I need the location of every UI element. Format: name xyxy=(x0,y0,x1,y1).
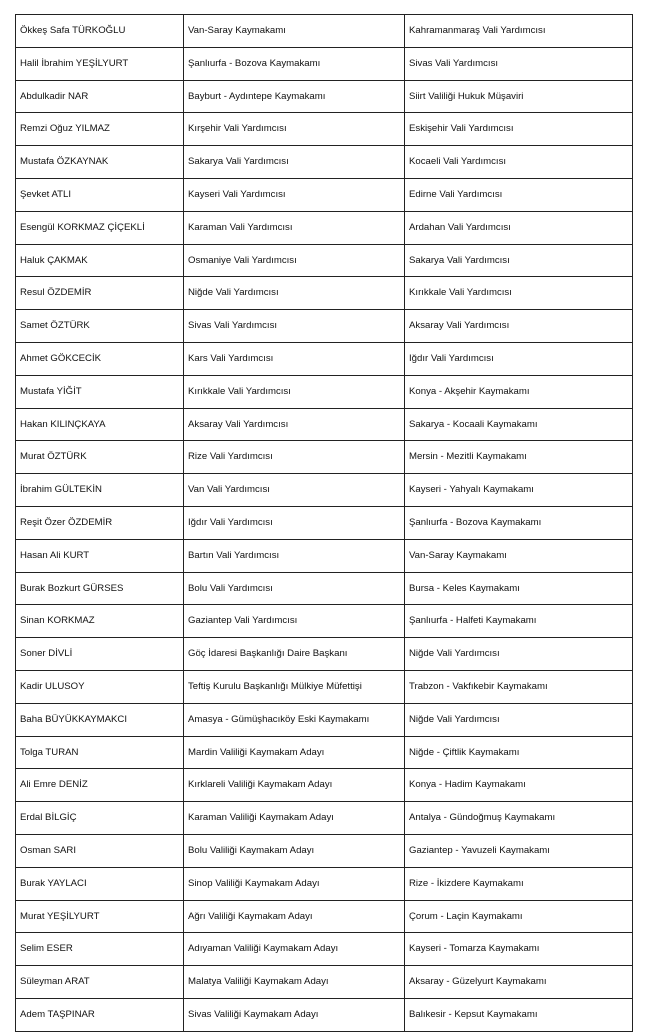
new-position-cell: Kırıkkale Vali Yardımcısı xyxy=(405,277,633,310)
current-position-cell: Kars Vali Yardımcısı xyxy=(184,342,405,375)
table-row xyxy=(16,441,633,474)
table-row xyxy=(16,80,633,113)
current-position-cell: Bolu Vali Yardımcısı xyxy=(184,572,405,605)
person-name-cell: Remzi Oğuz YILMAZ xyxy=(16,113,184,146)
table-row xyxy=(16,277,633,310)
new-position-cell: Niğde - Çiftlik Kaymakamı xyxy=(405,736,633,769)
table-row xyxy=(16,47,633,80)
table-row xyxy=(16,572,633,605)
person-name-cell: Resul ÖZDEMİR xyxy=(16,277,184,310)
table-row xyxy=(16,375,633,408)
person-name-cell: Ökkeş Safa TÜRKOĞLU xyxy=(16,15,184,48)
appointments-table-body xyxy=(16,15,633,1032)
table-row xyxy=(16,670,633,703)
person-name-cell: Abdulkadir NAR xyxy=(16,80,184,113)
table-row xyxy=(16,15,633,48)
current-position-cell: Malatya Valiliği Kaymakam Adayı xyxy=(184,966,405,999)
current-position-cell: Şanlıurfa - Bozova Kaymakamı xyxy=(184,47,405,80)
new-position-cell: Aksaray Vali Yardımcısı xyxy=(405,310,633,343)
person-name-cell: Sinan KORKMAZ xyxy=(16,605,184,638)
new-position-cell: Van-Saray Kaymakamı xyxy=(405,539,633,572)
current-position-cell: Teftiş Kurulu Başkanlığı Mülkiye Müfettişi xyxy=(184,670,405,703)
person-name-cell: Mustafa ÖZKAYNAK xyxy=(16,146,184,179)
new-position-cell: Kahramanmaraş Vali Yardımcısı xyxy=(405,15,633,48)
new-position-cell: Konya - Akşehir Kaymakamı xyxy=(405,375,633,408)
person-name-cell: Kadir ULUSOY xyxy=(16,670,184,703)
person-name-cell: Hakan KILINÇKAYA xyxy=(16,408,184,441)
table-row xyxy=(16,506,633,539)
person-name-cell: Murat ÖZTÜRK xyxy=(16,441,184,474)
new-position-cell: Aksaray - Güzelyurt Kaymakamı xyxy=(405,966,633,999)
new-position-cell: Şanlıurfa - Bozova Kaymakamı xyxy=(405,506,633,539)
table-row xyxy=(16,867,633,900)
person-name-cell: Soner DİVLİ xyxy=(16,638,184,671)
person-name-cell: İbrahim GÜLTEKİN xyxy=(16,474,184,507)
person-name-cell: Adem TAŞPINAR xyxy=(16,998,184,1031)
new-position-cell: Sakarya - Kocaali Kaymakamı xyxy=(405,408,633,441)
table-row xyxy=(16,474,633,507)
new-position-cell: Ardahan Vali Yardımcısı xyxy=(405,211,633,244)
new-position-cell: Çorum - Laçin Kaymakamı xyxy=(405,900,633,933)
new-position-cell: Eskişehir Vali Yardımcısı xyxy=(405,113,633,146)
table-row xyxy=(16,736,633,769)
person-name-cell: Ali Emre DENİZ xyxy=(16,769,184,802)
person-name-cell: Haluk ÇAKMAK xyxy=(16,244,184,277)
table-row xyxy=(16,802,633,835)
table-row xyxy=(16,703,633,736)
current-position-cell: Kayseri Vali Yardımcısı xyxy=(184,178,405,211)
current-position-cell: Adıyaman Valiliği Kaymakam Adayı xyxy=(184,933,405,966)
current-position-cell: Sivas Vali Yardımcısı xyxy=(184,310,405,343)
new-position-cell: Gaziantep - Yavuzeli Kaymakamı xyxy=(405,834,633,867)
table-row xyxy=(16,539,633,572)
new-position-cell: Niğde Vali Yardımcısı xyxy=(405,638,633,671)
new-position-cell: Kocaeli Vali Yardımcısı xyxy=(405,146,633,179)
table-row xyxy=(16,310,633,343)
table-row xyxy=(16,998,633,1031)
current-position-cell: Amasya - Gümüşhacıköy Eski Kaymakamı xyxy=(184,703,405,736)
appointments-table xyxy=(15,14,633,1032)
current-position-cell: Osmaniye Vali Yardımcısı xyxy=(184,244,405,277)
current-position-cell: Aksaray Vali Yardımcısı xyxy=(184,408,405,441)
current-position-cell: Mardin Valiliği Kaymakam Adayı xyxy=(184,736,405,769)
current-position-cell: Ağrı Valiliği Kaymakam Adayı xyxy=(184,900,405,933)
current-position-cell: Göç İdaresi Başkanlığı Daire Başkanı xyxy=(184,638,405,671)
new-position-cell: Rize - İkizdere Kaymakamı xyxy=(405,867,633,900)
new-position-cell: Siirt Valiliği Hukuk Müşaviri xyxy=(405,80,633,113)
new-position-cell: Konya - Hadim Kaymakamı xyxy=(405,769,633,802)
current-position-cell: Van-Saray Kaymakamı xyxy=(184,15,405,48)
person-name-cell: Mustafa YİĞİT xyxy=(16,375,184,408)
current-position-cell: Karaman Vali Yardımcısı xyxy=(184,211,405,244)
person-name-cell: Şevket ATLI xyxy=(16,178,184,211)
new-position-cell: Balıkesir - Kepsut Kaymakamı xyxy=(405,998,633,1031)
current-position-cell: Gaziantep Vali Yardımcısı xyxy=(184,605,405,638)
current-position-cell: Bolu Valiliği Kaymakam Adayı xyxy=(184,834,405,867)
person-name-cell: Murat YEŞİLYURT xyxy=(16,900,184,933)
table-row xyxy=(16,933,633,966)
table-row xyxy=(16,342,633,375)
new-position-cell: Sakarya Vali Yardımcısı xyxy=(405,244,633,277)
person-name-cell: Burak YAYLACI xyxy=(16,867,184,900)
table-row xyxy=(16,113,633,146)
current-position-cell: Sakarya Vali Yardımcısı xyxy=(184,146,405,179)
current-position-cell: Bartın Vali Yardımcısı xyxy=(184,539,405,572)
table-row xyxy=(16,638,633,671)
person-name-cell: Reşit Özer ÖZDEMİR xyxy=(16,506,184,539)
table-row xyxy=(16,834,633,867)
table-row xyxy=(16,966,633,999)
current-position-cell: Karaman Valiliği Kaymakam Adayı xyxy=(184,802,405,835)
current-position-cell: Sinop Valiliği Kaymakam Adayı xyxy=(184,867,405,900)
person-name-cell: Esengül KORKMAZ ÇİÇEKLİ xyxy=(16,211,184,244)
new-position-cell: Niğde Vali Yardımcısı xyxy=(405,703,633,736)
current-position-cell: Sivas Valiliği Kaymakam Adayı xyxy=(184,998,405,1031)
current-position-cell: Rize Vali Yardımcısı xyxy=(184,441,405,474)
new-position-cell: Mersin - Mezitli Kaymakamı xyxy=(405,441,633,474)
table-row xyxy=(16,211,633,244)
new-position-cell: Antalya - Gündoğmuş Kaymakamı xyxy=(405,802,633,835)
person-name-cell: Erdal BİLGİÇ xyxy=(16,802,184,835)
current-position-cell: Bayburt - Aydıntepe Kaymakamı xyxy=(184,80,405,113)
new-position-cell: Şanlıurfa - Halfeti Kaymakamı xyxy=(405,605,633,638)
current-position-cell: Niğde Vali Yardımcısı xyxy=(184,277,405,310)
table-row xyxy=(16,146,633,179)
table-row xyxy=(16,900,633,933)
new-position-cell: Edirne Vali Yardımcısı xyxy=(405,178,633,211)
new-position-cell: Iğdır Vali Yardımcısı xyxy=(405,342,633,375)
current-position-cell: Iğdır Vali Yardımcısı xyxy=(184,506,405,539)
person-name-cell: Tolga TURAN xyxy=(16,736,184,769)
person-name-cell: Ahmet GÖKCECİK xyxy=(16,342,184,375)
person-name-cell: Halil İbrahim YEŞİLYURT xyxy=(16,47,184,80)
person-name-cell: Hasan Ali KURT xyxy=(16,539,184,572)
current-position-cell: Kırşehir Vali Yardımcısı xyxy=(184,113,405,146)
table-row xyxy=(16,408,633,441)
person-name-cell: Süleyman ARAT xyxy=(16,966,184,999)
current-position-cell: Kırıkkale Vali Yardımcısı xyxy=(184,375,405,408)
person-name-cell: Selim ESER xyxy=(16,933,184,966)
new-position-cell: Bursa - Keles Kaymakamı xyxy=(405,572,633,605)
person-name-cell: Burak Bozkurt GÜRSES xyxy=(16,572,184,605)
new-position-cell: Kayseri - Yahyalı Kaymakamı xyxy=(405,474,633,507)
current-position-cell: Van Vali Yardımcısı xyxy=(184,474,405,507)
table-row xyxy=(16,244,633,277)
new-position-cell: Kayseri - Tomarza Kaymakamı xyxy=(405,933,633,966)
current-position-cell: Kırklareli Valiliği Kaymakam Adayı xyxy=(184,769,405,802)
table-row xyxy=(16,178,633,211)
new-position-cell: Trabzon - Vakfıkebir Kaymakamı xyxy=(405,670,633,703)
new-position-cell: Sivas Vali Yardımcısı xyxy=(405,47,633,80)
table-row xyxy=(16,769,633,802)
person-name-cell: Samet ÖZTÜRK xyxy=(16,310,184,343)
person-name-cell: Osman SARI xyxy=(16,834,184,867)
table-row xyxy=(16,605,633,638)
person-name-cell: Baha BÜYÜKKAYMAKCI xyxy=(16,703,184,736)
